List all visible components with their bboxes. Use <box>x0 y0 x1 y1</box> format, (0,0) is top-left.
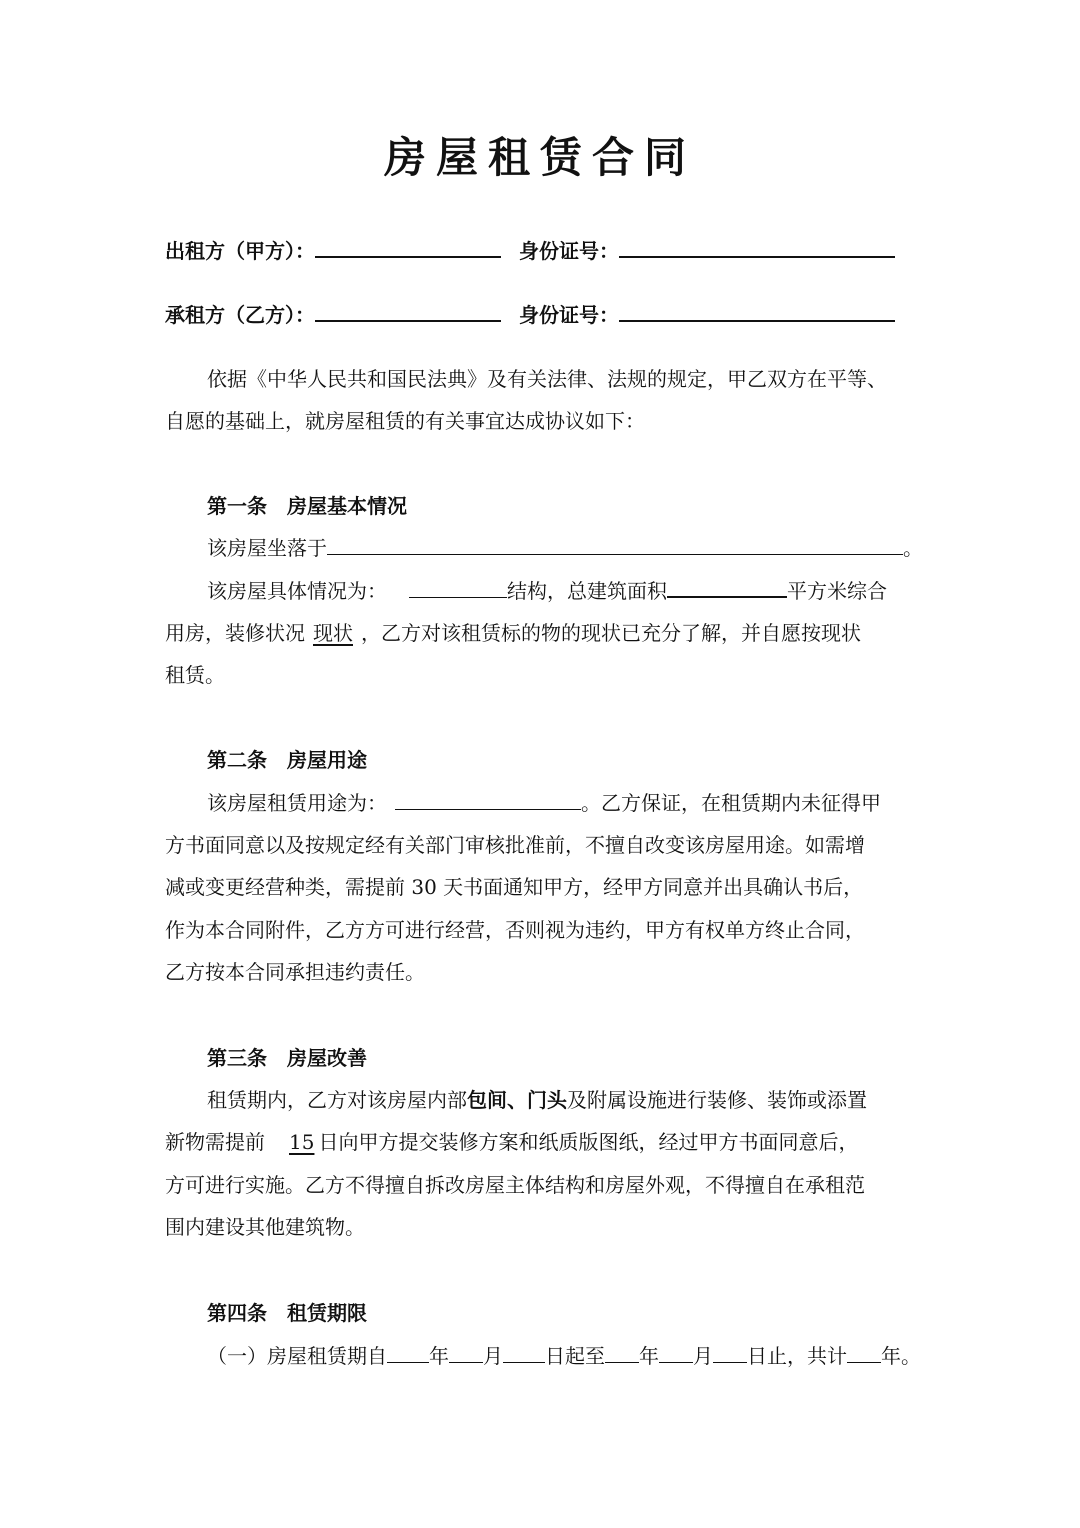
article-4-term-row <box>207 1341 921 1371</box>
structure-label: 结构，总建筑面积 <box>507 579 667 603</box>
start-day-label: 日起至 <box>545 1344 605 1368</box>
renovation-prefix: 租赁期内，乙方对该房屋内部 <box>207 1088 467 1112</box>
location-prefix: 该房屋坐落于 <box>207 536 327 560</box>
article-1-heading: 第一条 房屋基本情况 <box>207 494 407 518</box>
location-blank[interactable] <box>327 534 903 555</box>
renovation-suffix: 及附属设施进行装修、装饰或添置 <box>567 1088 867 1112</box>
decor-status: 现状 <box>313 621 353 645</box>
intro-line-1: 依据《中华人民共和国民法典》及有关法律、法规的规定，甲乙双方在平等、 <box>207 367 887 391</box>
area-blank[interactable] <box>667 576 787 598</box>
article-2-line-2: 方书面同意以及按规定经有关部门审核批准前，不擅自改变该房屋用途。如需增 <box>165 833 865 857</box>
decor-suffix: ，乙方对该租赁标的物的现状已充分了解，并自愿按现状 <box>361 621 861 645</box>
article-2-use-row <box>207 788 881 818</box>
start-day-blank[interactable] <box>503 1342 545 1363</box>
article-1-location-row <box>207 533 923 563</box>
renovation-scope: 包间、门头 <box>467 1088 567 1112</box>
total-years-blank[interactable] <box>847 1342 881 1363</box>
decor-prefix: 用房，装修状况 <box>165 621 305 645</box>
lessor-label: 出租方（甲方）： <box>165 239 315 263</box>
article-3-line-4: 围内建设其他建筑物。 <box>165 1215 365 1239</box>
article-3-line-1 <box>207 1085 867 1115</box>
end-month-blank[interactable] <box>659 1342 693 1363</box>
lessor-name-blank[interactable] <box>315 236 501 258</box>
article-3-line-3: 方可进行实施。乙方不得擅自拆改房屋主体结构和房屋外观，不得擅自在承租范 <box>165 1173 865 1197</box>
area-unit: 平方米综合 <box>787 579 887 603</box>
start-month-blank[interactable] <box>449 1342 483 1363</box>
article-1-detail-row <box>207 576 887 606</box>
lessee-id-label: 身份证号： <box>519 303 619 327</box>
start-year-label: 年 <box>429 1344 449 1368</box>
use-suffix: 。乙方保证，在租赁期内未征得甲 <box>581 791 881 815</box>
lessor-row <box>165 236 895 266</box>
article-3-line-2 <box>165 1127 858 1157</box>
article-4-heading: 第四条 租赁期限 <box>207 1301 367 1325</box>
structure-blank[interactable] <box>409 577 507 598</box>
term-end: 年。 <box>881 1344 921 1368</box>
notice-prefix: 新物需提前 <box>165 1130 265 1154</box>
notice-days: 15 <box>289 1130 315 1154</box>
start-year-blank[interactable] <box>387 1342 429 1363</box>
article-1-decor-row <box>165 618 861 648</box>
lessee-row <box>165 300 895 330</box>
article-2-line-4: 作为本合同附件，乙方方可进行经营，否则视为违约，甲方有权单方终止合同， <box>165 918 865 942</box>
document-title: 房屋租赁合同 <box>383 133 696 182</box>
end-month-label: 月 <box>693 1344 713 1368</box>
intro-line-2: 自愿的基础上，就房屋租赁的有关事宜达成协议如下： <box>165 409 645 433</box>
lessee-name-blank[interactable] <box>315 300 501 322</box>
term-prefix: （一）房屋租赁期自 <box>207 1344 387 1368</box>
start-month-label: 月 <box>483 1344 503 1368</box>
article-3-heading: 第三条 房屋改善 <box>207 1046 367 1070</box>
use-blank[interactable] <box>395 789 581 810</box>
article-2-heading: 第二条 房屋用途 <box>207 748 367 772</box>
use-prefix: 该房屋租赁用途为： <box>207 791 387 815</box>
article-2-line-3: 减或变更经营种类，需提前 30 天书面通知甲方，经甲方同意并出具确认书后， <box>165 875 864 899</box>
notice-suffix: 日向甲方提交装修方案和纸质版图纸，经过甲方书面同意后， <box>318 1130 859 1154</box>
lessee-id-blank[interactable] <box>619 300 895 322</box>
lessor-id-label: 身份证号： <box>519 239 619 263</box>
article-1-line-4: 租赁。 <box>165 663 225 687</box>
end-year-blank[interactable] <box>605 1342 639 1363</box>
end-year-label: 年 <box>639 1344 659 1368</box>
location-suffix: 。 <box>903 536 923 560</box>
end-day-blank[interactable] <box>713 1342 747 1363</box>
lessee-label: 承租方（乙方）： <box>165 303 315 327</box>
detail-prefix: 该房屋具体情况为： <box>207 579 387 603</box>
end-day-label: 日止，共计 <box>747 1344 847 1368</box>
lessor-id-blank[interactable] <box>619 236 895 258</box>
article-2-line-5: 乙方按本合同承担违约责任。 <box>165 960 425 984</box>
